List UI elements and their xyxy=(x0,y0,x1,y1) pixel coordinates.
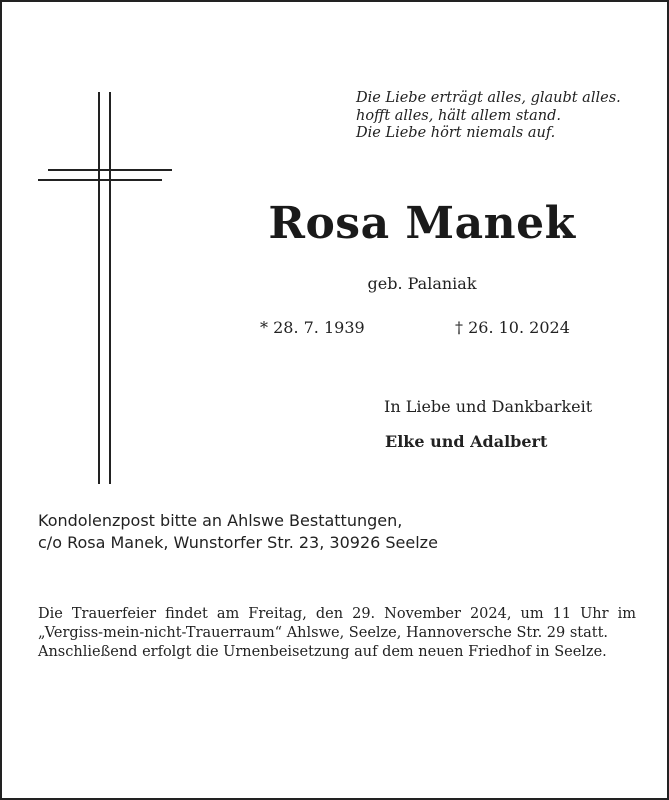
burial-text: Anschließend erfolgt die Urnenbeisetzung auf dem neuen Friedhof in Seelze. xyxy=(38,644,607,660)
condolence-line: c/o Rosa Manek, Wunstorfer Str. 23, 30926 Seelze xyxy=(38,533,438,552)
condolence-address xyxy=(38,510,638,554)
quote-line: hofft alles, hält allem stand. xyxy=(356,107,561,124)
birth-name: geb. Palaniak xyxy=(367,274,477,293)
condolence-line: Kondolenzpost bitte an Ahlswe Bestattungen, xyxy=(38,511,403,530)
bible-quote xyxy=(356,90,656,143)
thanks-line: In Liebe und Dankbarkeit xyxy=(384,397,593,416)
ceremony-details xyxy=(38,605,636,662)
quote-line: Die Liebe hört niemals auf. xyxy=(356,125,556,141)
deceased-name: Rosa Manek xyxy=(268,198,576,249)
cross-icon xyxy=(38,92,174,484)
death-date: † 26. 10. 2024 xyxy=(455,318,570,337)
birth-date: * 28. 7. 1939 xyxy=(260,318,365,337)
mourners-names: Elke und Adalbert xyxy=(385,432,548,451)
funeral-text: Die Trauerfeier findet am Freitag, den 29. November 2024, um 11 Uhr im „Vergiss-mein-nicht-Trauerraum“ Ahlswe, Seelze, Hannoversche Str. 29 statt. xyxy=(38,606,636,641)
quote-line: Die Liebe erträgt alles, glaubt alles. xyxy=(356,90,621,106)
